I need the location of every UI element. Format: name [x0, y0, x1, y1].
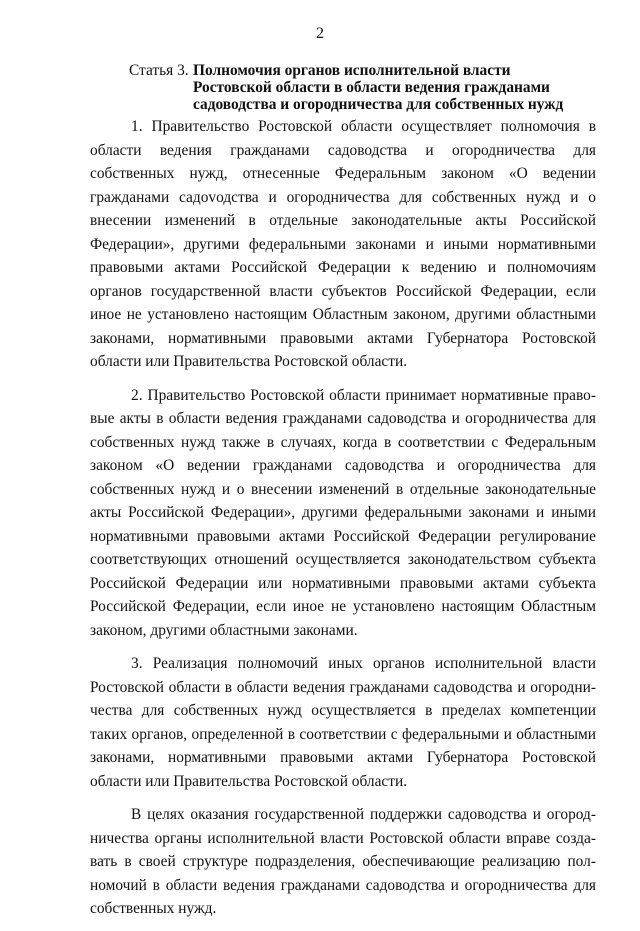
paragraph-2: 2. Правительство Ростовской области принимает нормативные правовые акты в области ведения гражданами садоводства и огородничества для собственных нужд также в случаях, когда в соответствии с Федеральным законом «О ведении гражданами садоводства и огородничества для собственных нужд и о внесении изменений в отдельные законодательные акты Российской Федерации», другими федеральными законами и иными нормативными правовыми актами Российской Федерации регулирование соответствующих отношений осуществляется законодательством субъекта Российской Федерации или нормативными правовыми актами субъекта Российской Федерации, если иное не установлено настоящим Областным законом, другими областными законами. [90, 386, 596, 639]
article-title: Полномочия органов исполнительной власти Ростовской области в области ведения гражданами садоводства и огородничества для собственных нужд [193, 62, 564, 113]
paragraph-1: 1. Правительство Ростовской области осуществляет полномочия в области ведения гражданами садоводства и огородничества для собственных нужд, отнесенные Федеральным законом «О ведении гражданами садоvодства и огородничества для собственных нужд и о внесении изменений в отдельные законодательные акты Российской Федерации», другими федеральными законами и иными нормативными правовыми актами Российской Федерации к ведению и полномочиям органов государственной власти субъектов Российской Федерации, если иное не установлено настоящим Областным законом, другими областными законами, нормативными правовыми актами Губернатора Ростовской области или Правительства Ростовской области. [90, 118, 596, 370]
article-body [90, 115, 596, 931]
article-label: Статья 3. [129, 62, 189, 79]
page-number: 2 [316, 25, 324, 42]
paragraph-3: 3. Реализация полномочий иных органов исполнительной власти Ростовской области в области ведения гражданами садоводства и огородничества для собственных нужд осуществляется в пределах компетенции таких органов, определенной в соответствии с федеральными и областными законами, нормативными правовыми актами Губернатора Ростовской области или Правительства Ростовской области. [90, 655, 596, 790]
paragraph-4: В целях оказания государственной поддержки садоводства и огородничества органы исполнительной власти Ростовской области вправе создавать в своей структуре подразделения, обеспечивающие реализацию полномочий в области ведения гражданами садоводства и огородничества для собственных нужд. [90, 806, 596, 917]
